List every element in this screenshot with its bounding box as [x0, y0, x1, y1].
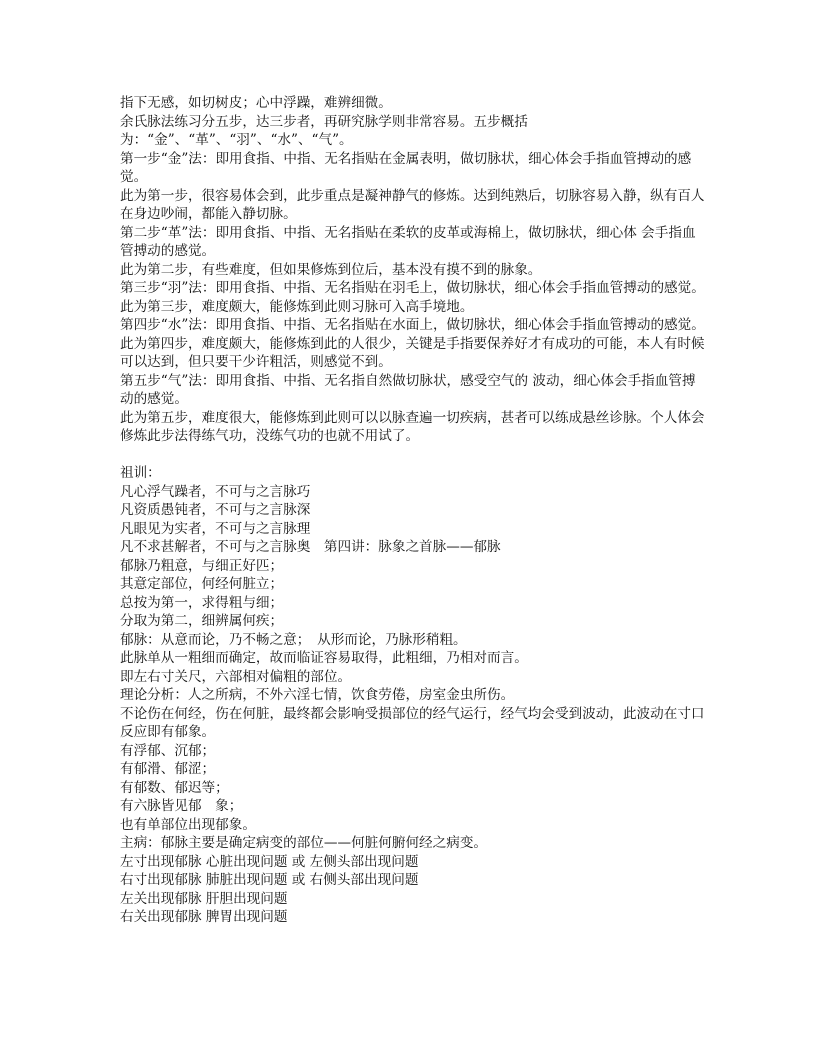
paragraph: 凡不求甚解者，不可与之言脉奥 第四讲：脉象之首脉——郁脉: [120, 539, 501, 555]
paragraph: 凡资质愚钝者，不可与之言脉深: [120, 502, 311, 518]
paragraph: 其意定部位，何经何脏立；: [120, 576, 284, 592]
paragraph: 第二步“革”法：即用食指、中指、无名指贴在柔软的皮革或海棉上，做切脉状，细心体 会手指血管搏动的感觉。: [120, 224, 696, 259]
paragraph: 主病：郁脉主要是确定病变的部位——何脏何腑何经之病变。: [120, 835, 488, 851]
paragraph: 此为第四步，难度颇大，能修炼到此的人很少，关键是手指要保养好才有成功的可能，本人有时候可以达到，但只要干少许粗活，则感觉不到。: [120, 335, 705, 370]
paragraph: 此为第五步，难度很大，能修炼到此则可以以脉查遍一切疾病，甚者可以练成悬丝诊脉。个人体会修炼此步法得练气功，没练气功的也就不用试了。: [120, 409, 705, 444]
paragraph: 总按为第一，求得粗与细；: [120, 594, 284, 611]
paragraph: 此为第二步，有些难度，但如果修炼到位后，基本没有摸不到的脉象。: [120, 261, 542, 278]
paragraph: 不论伤在何经，伤在何脏，最终都会影响受损部位的经气运行，经气均会受到波动，此波动在寸口反应即有郁象。: [120, 705, 705, 740]
section-ancestral-teaching: [120, 464, 706, 927]
paragraph: 郁脉：从意而论，乃不畅之意； 从形而论，乃脉形稍粗。: [120, 631, 467, 648]
paragraph: 有浮郁、沉郁；: [120, 742, 216, 759]
paragraph: 左关出现郁脉 肝胆出现问题: [120, 890, 288, 907]
paragraph: 第一步“金”法：即用食指、中指、无名指贴在金属表明，做切脉状，细心体会手指血管搏动的感觉。: [120, 150, 692, 185]
paragraph: 余氏脉法练习分五步，达三步者，再研究脉学则非常容易。五步概括为：“金”、“革”、“羽”、“水”、“气”。: [120, 113, 528, 148]
paragraph: 郁脉乃粗意，与细正好匹；: [120, 557, 284, 574]
blank-line: [120, 446, 706, 465]
paragraph: 有郁数、郁迟等；: [120, 779, 229, 796]
paragraph: 理论分析：人之所病，不外六淫七情，饮食劳倦，房室金虫所伤。: [120, 687, 515, 703]
paragraph: 左寸出现郁脉 心脏出现问题 或 左侧头部出现问题: [120, 853, 419, 870]
paragraph: 有六脉皆见郁 象；: [120, 798, 243, 814]
paragraph: 第四步“水”法：即用食指、中指、无名指贴在水面上，做切脉状，细心体会手指血管搏动的感觉。: [120, 317, 705, 333]
paragraph: 凡心浮气躁者，不可与之言脉巧: [120, 483, 311, 500]
paragraph: 右关出现郁脉 脾胃出现问题: [120, 909, 288, 925]
section-pulse-training: [120, 94, 706, 446]
paragraph: 此为第三步，难度颇大，能修炼到此则习脉可入高手境地。: [120, 298, 474, 315]
paragraph: 分取为第二，细辨属何疾；: [120, 613, 284, 629]
paragraph: 此为第一步，很容易体会到，此步重点是凝神静气的修炼。达到纯熟后，切脉容易入静，纵有百人在身边吵闹，都能入静切脉。: [120, 187, 705, 222]
paragraph: 此脉单从一粗细而确定，故而临证容易取得，此粗细，乃相对而言。: [120, 650, 528, 666]
paragraph: 第三步“羽”法：即用食指、中指、无名指贴在羽毛上，做切脉状，细心体会手指血管搏动的感觉。: [120, 280, 705, 296]
paragraph: 凡眼见为实者，不可与之言脉理: [120, 520, 311, 537]
paragraph: 即左右寸关尺，六部相对偏粗的部位。: [120, 668, 352, 685]
paragraph: 有郁滑、郁涩；: [120, 761, 216, 777]
paragraph: 右寸出现郁脉 肺脏出现问题 或 右侧头部出现问题: [120, 872, 419, 888]
paragraph: 祖训：: [120, 465, 161, 481]
paragraph: 也有单部位出现郁象。: [120, 816, 256, 833]
paragraph: 指下无感，如切树皮；心中浮躁，难辨细微。: [120, 95, 392, 111]
paragraph: 第五步“气”法：即用食指、中指、无名指自然做切脉状，感受空气的 波动，细心体会手指血管搏动的感觉。: [120, 372, 696, 407]
